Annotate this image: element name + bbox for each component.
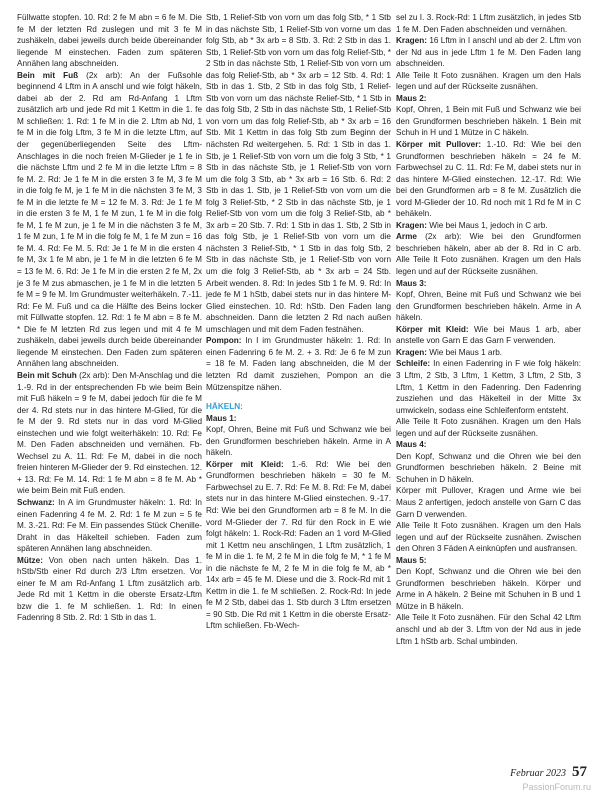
paragraph: Körper mit Pullover: 1.-10. Rd: Wie bei den Grundformen beschrieben häkeln = 24 fe M. Farbwechsel zu C. 11. Rd: Fe M, dabei stets nur in das hintere M-Glied einstechen. 12.-17. Rd: Wie bei den Grundformen arb = 8 fe M. Zusätzlich die vord M-Glieder der 10. Rd noch mit 1 Rd fe M in C behäkeln. xyxy=(396,140,581,219)
paragraph: Mütze: Von oben nach unten häkeln. Das 1. hStb/Stb einer Rd durch 2/3 Lftm ersetzen. Vor einer fe M am Rd-Anfang 1 Lftm zusätzlich arb. Jede Rd mit 1 Kettm in die oberste Ersatz-Lftm bzw die 1. fe M schließen. 1. Rd: In einen Fadenring 8 Stb. 2. Rd: 1 Stb in das 1. xyxy=(17,555,203,623)
paragraph: Körper mit Kleid: Wie bei Maus 1 arb, aber anstelle von Garn E das Garn F verwenden. xyxy=(396,324,581,346)
paragraph: Bein mit Schuh (2x arb): Den M-Anschlag und die 1.-9. Rd in der entsprechenden Fb wie beim Bein mit Fuß häkeln = 9 fe M, dabei jedoch für die fe M der 4. Rd stets nur in das hintere M-Glied, für die fe M der 9. Rd stets nur in das vord M-Glied einstechen und wie folgt weiterhäkeln: 10. Rd: Fe M. Den Faden abschneiden und vernähen. Fb-Wechsel zu A. 11. Rd: Fe M, dabei in die noch freien hinteren M-Glieder der 9. Rd einstechen. 12. + 13. Rd: Fe M. 14. Rd: 1 fe M abn = 8 fe M. Ab * wie beim Bein mit Fuß enden. xyxy=(17,370,203,496)
paragraph: Stb, 1 Relief-Stb von vorn um das folg Stb, * 1 Stb in das nächste Stb, 1 Relief-Stb von vorne um das folg Stb, ab * 3x arb = 8 Stb. 3. Rd: 2 Stb in das 1. Stb, 1 Relief-Stb von vorn um das folg Relief-Stb, * 2 Stb in das nächste Stb, 1 Relief-Stb von vorn um das folg Relief-Stb, ab * 3x arb = 12 Stb. 4. Rd: 1 Stb in das 1. Stb, 2 Stb in das folg Stb, 1 Relief-Stb von vorn um das nächste Relief-Stb, * 1 Stb in das folg Stb, 2 Stb in das nächste Stb, 1 Relief-Stb von vorn um das folg Relief-Stb, ab * 3x arb = 16 Stb. Mit 1 Kettm in das folg Stb zum Beginn der nächsten Rd weitergehen. 5. Rd: 1 Stb in das 1. Stb, je 1 Relief-Stb von vorn um die folg 3 Stb, * 1 Stb in das nächste Stb, je 1 Relief-Stb von vorn um die folg 3 Stb, ab * 3x arb = 16 Stb. 6. Rd: 2 Stb in das 1. Stb, je 1 Relief-Stb von vorn um die folg 3 Relief-Stb, * 2 Stb in das nächste Stb, je 1 Relief-Stb von vorn um die folg 3 Relief-Stb, ab * 3x arb = 20 Stb. 7. Rd: 1 Stb in das 1. Stb, 2 Stb in das folg Stb, je 1 Relief-Stb von vorn um die nächsten 3 Relief-Stb, * 1 Stb in das folg Stb, 2 Stb in das nächste Stb, je 1 Relief-Stb von vorn um die folg 3 Relief-Stb, ab * 3x arb = 24 Stb. Arbeit wenden. 8. Rd: In jedes Stb 1 fe M. 9. Rd: In jede fe M 1 hStb, dabei stets nur in das hintere M-Glied einstechen. 10. Rd: hStb. Den Faden lang abschneiden. Dann die letzten 2 Rd nach außen umschlagen und mit dem Faden festnähen. xyxy=(206,13,391,334)
section-heading: Schleife: xyxy=(396,359,431,369)
paragraph: Kopf, Ohren, Beine mit Fuß und Schwanz wie bei den Grundformen beschrieben häkeln. Arme in A häkeln. xyxy=(396,290,581,323)
paragraph: Alle Teile lt Foto zusnähen. Kragen um den Hals legen und auf der Rückseite zusnähen. xyxy=(396,70,581,92)
paragraph: Alle Teile lt Foto zusnähen. Kragen um den Hals legen und auf der Rückseite zusnähen. xyxy=(396,417,581,438)
section-title-haekeln: HÄKELN: xyxy=(206,402,243,412)
paragraph: Kragen: Wie bei Maus 1 arb. xyxy=(396,347,503,357)
section-heading: Arme xyxy=(396,232,417,242)
page-footer xyxy=(510,764,587,781)
paragraph: Den Kopf, Schwanz und die Ohren wie bei den Grundformen beschrieben häkeln. Körper und Arme in A häkeln. 2 Beine mit Schuhen in B und 1 Mütze in B häkeln. xyxy=(396,567,581,611)
issue-date: Februar 2023 xyxy=(510,768,566,779)
paragraph: Kragen: 16 Lftm in I anschl und ab der 2. Lftm von der Nd aus in jede Lftm 1 fe M. Den Faden lang abschneiden. xyxy=(396,36,581,69)
page-number: 57 xyxy=(572,764,587,780)
paragraph: Körper mit Pullover, Kragen und Arme wie bei Maus 2 anfertigen, jedoch anstelle von Garn C das Garn D verwenden. xyxy=(396,486,581,519)
paragraph: Bein mit Fuß (2x arb): An der Fußsohle beginnend 4 Lftm in A anschl und wie folgt häkeln, dabei ab der 2. Rd am Rd-Anfang 1 Lftm zusätzlich arb und jede Rd mit 1 Kettm in die 1. fe M schließen: 1. Rd: 1 fe M in die 2. Lftm ab Nd, 1 fe M in die folg Lftm, 3 fe M in die letzte Lftm, auf der gegenüberliegenden Seite des Lftm-Anschlages in die noch freien M-Glieder je 1 fe in die nächste Lftm und 2 fe M in die letzte Lftm = 8 fe M. 2. Rd: Je 1 fe M in die ersten 3 fe M, 3 fe M in die folg fe M, je 1 fe M in die nächsten 3 fe M, 3 fe M in die letzte fe M = 12 fe M. 3. Rd: Je 1 fe M in die ersten 3 fe M, 1 fe M zun, 1 fe M in die folg fe M, 1 fe M zun, je 1 fe M in die nächsten 3 fe M, 1 fe M zun, 1 fe M in die folg fe M, 1 fe M zun = 16 fe M. 4. Rd: Fe M. 5. Rd: Je 1 fe M in die ersten 4 fe M, 3x 1 fe M abn, je 1 fe M in die letzten 6 fe M = 13 fe M. 6. Rd: Je 1 fe M in die ersten 2 fe M, 2x je 3 fe M zus abmaschen, je 1 fe M in die letzten 5 fe M = 9 fe M. Im Grundmuster weiterhäkeln. 7.-11. Rd: Fe M. Fuß und ca die Hälfte des Beins locker mit Füllwatte stopfen. 12. Rd: 1 fe M abn = 8 fe M. * Die fe M letzten Rd zus legen und mit 4 fe M zushäkeln, dabei jeweils durch beide übereinander liegende M einstechen. Den Faden zum späteren Annähen lang abschneiden. xyxy=(17,70,202,369)
subheading-maus-4: Maus 4: xyxy=(396,440,427,450)
paragraph: Alle Teile lt Foto zusnähen. Kragen um den Hals legen und auf der Rückseite zusnähen. Zwischen den Ohren 3 Fäden A einknüpfen und ausfransen. xyxy=(396,521,581,554)
section-heading: Kragen: xyxy=(396,347,427,357)
text-column-2 xyxy=(206,12,391,632)
paragraph: Alle Teile lt Foto zusnähen. Für den Schal 42 Lftm anschl und ab der 3. Lftm von der Nd aus in jede Lftm 1 hStb arb. Schal umbinden. xyxy=(396,613,581,646)
section-heading: Kragen: xyxy=(396,36,427,46)
section-heading: Kragen: xyxy=(396,220,427,230)
subheading-maus-1: Maus 1: xyxy=(206,413,237,423)
text-column-3 xyxy=(396,12,581,647)
watermark: PassionForum.ru xyxy=(522,782,591,792)
subheading-maus-2: Maus 2: xyxy=(396,93,427,103)
subheading-maus-3: Maus 3: xyxy=(396,278,427,288)
section-heading: Mütze: xyxy=(17,555,43,565)
section-heading: Schwanz: xyxy=(17,497,55,507)
paragraph: Kopf, Ohren, 1 Bein mit Fuß und Schwanz wie bei den Grundformen beschrieben häkeln. 1 Bein mit Schuh in H und 1 Mütze in C häkeln. xyxy=(396,105,581,138)
paragraph: Füllwatte stopfen. 10. Rd: 2 fe M abn = 6 fe M. Die fe M der letzten Rd zuslegen und mit 3 fe M zushäkeln, dabei jeweils durch beide übereinander liegende M einstechen. Faden zum späteren Annähen lang abschneiden. xyxy=(17,13,202,69)
paragraph: Arme (2x arb): Wie bei den Grundformen beschrieben häkeln, aber ab der 8. Rd in C arb. Alle Teile lt Foto zusnähen. Kragen um den Hals legen und auf der Rückseite zusnähen. xyxy=(396,232,581,277)
section-heading: Körper mit Pullover: xyxy=(396,140,482,150)
text-column-1 xyxy=(17,12,202,624)
paragraph: Den Kopf, Schwanz und die Ohren wie bei den Grundformen beschrieben häkeln. 2 Beine mit Schuhen in D häkeln. xyxy=(396,451,581,484)
paragraph: Kragen: Wie bei Maus 1, jedoch in C arb. xyxy=(396,220,548,230)
paragraph: sel zu I. 3. Rock-Rd: 1 Lftm zusätzlich, in jedes Stb 1 fe M. Den Faden abschneiden und vernähen. xyxy=(396,13,581,34)
subheading-maus-5: Maus 5: xyxy=(396,555,427,565)
paragraph: Körper mit Kleid: 1.-6. Rd: Wie bei den Grundformen beschrieben häkeln = 30 fe M. Farbwechsel zu E. 7. Rd: Fe M. 8. Rd: Fe M, dabei stets nur in das hintere M-Glied einstechen. 9.-17. Rd: Wie bei den Grundformen arb = 8 fe M. In die vord M-Glieder der 7. Rd für den Rock in E wie folgt häkeln: 1. Rock-Rd: Faden an 1 vord M-Glied mit 1 Kettm neu anschlingen, 1 Lftm zusätzlich, 1 fe M in die 1. fe M, 2 fe M in die folg fe M, * 1 fe M in die nächste fe M, 2 fe M in die folg fe M, ab * 14x arb = 45 fe M. Diese und die 3. Rock-Rd mit 1 Kettm in die 1. fe M schließen. 2. Rock-Rd: In jede fe M 2 Stb, dabei das 1. Stb durch 3 Lftm ersetzen = 90 Stb. Die Rd mit 1 Kettm in die oberste Ersatz-Lftm schließen. Fb-Wech- xyxy=(206,459,391,631)
paragraph: Kopf, Ohren, Beine mit Fuß und Schwanz wie bei den Grundformen beschrieben häkeln. Arme in A häkeln. xyxy=(206,425,391,458)
section-heading: Bein mit Schuh xyxy=(17,370,77,380)
paragraph: Schwanz: In A im Grundmuster häkeln: 1. Rd: In einen Fadenring 4 fe M. 2. Rd: 1 fe M zun = 5 fe M. 3.-21. Rd: Fe M. Ein passendes Stück Chenille-Draht in das Häkelteil schieben. Faden zum späteren Annähen lang abschneiden. xyxy=(17,497,202,554)
section-heading: Körper mit Kleid: xyxy=(206,459,284,469)
paragraph: Schleife: In einen Fadenring in F wie folg häkeln: 3 Lftm, 2 Stb, 3 Lftm, 1 Kettm, 3 Lftm, 2 Stb, 3 Lftm, 1 Kettm in den Fadenring. Den Fadenring zusziehen und das Häkelteil in der Mitte 3x umwickeln, sodass eine Schleifenform entsteht. xyxy=(396,359,581,415)
section-heading: Pompon: xyxy=(206,336,242,346)
section-heading: Körper mit Kleid: xyxy=(396,324,469,334)
paragraph: Pompon: In I im Grundmuster häkeln: 1. Rd: In einen Fadenring 6 fe M. 2. + 3. Rd: Je 6 fe M zun = 18 fe M. Faden lang abschneiden, die M der letzten Rd damit zusziehen, Pompon an die Mützenspitze nähen. xyxy=(206,336,391,392)
section-heading: Bein mit Fuß xyxy=(17,70,79,80)
